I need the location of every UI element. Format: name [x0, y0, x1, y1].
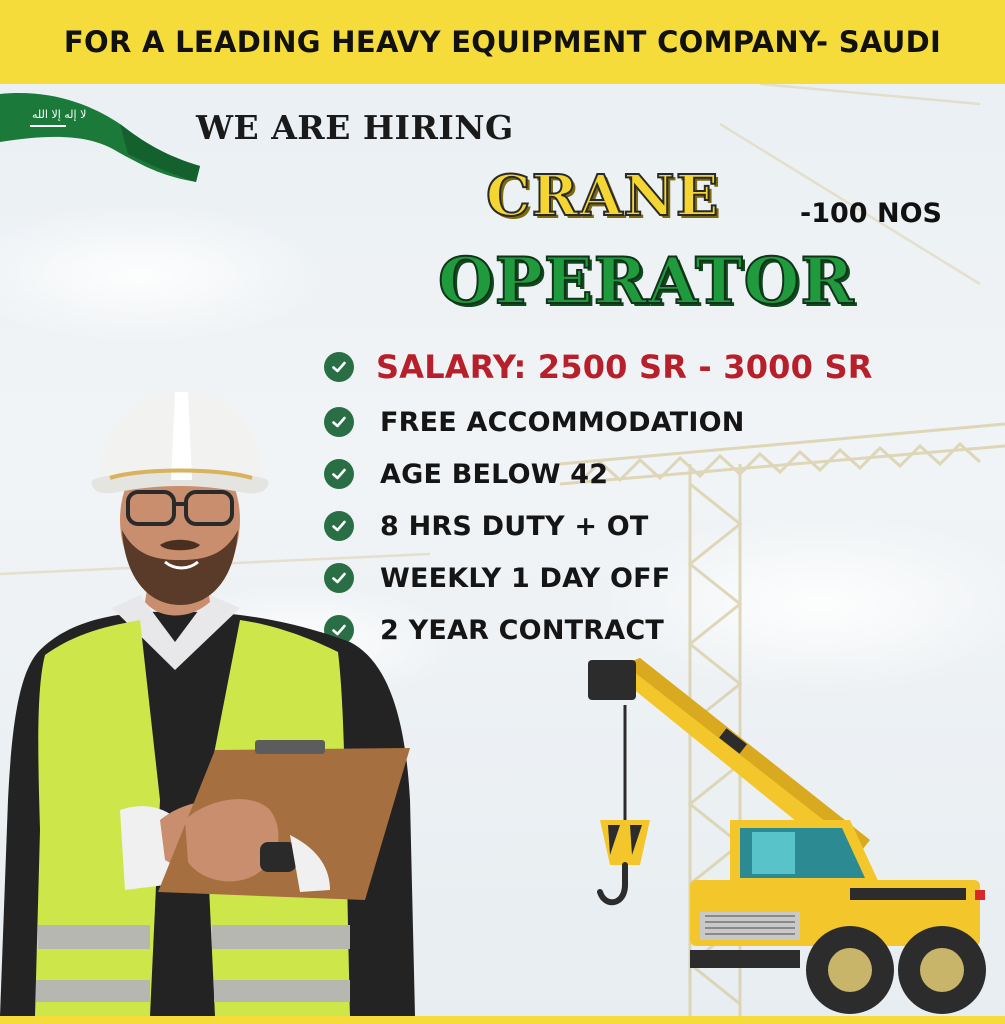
benefit-text: WEEKLY 1 DAY OFF	[380, 562, 671, 594]
mobile-crane-illustration	[580, 650, 1000, 1020]
benefit-text: AGE BELOW 42	[380, 458, 609, 490]
check-circle-icon	[324, 352, 354, 382]
saudi-flag-icon	[0, 84, 200, 184]
top-banner	[0, 0, 1005, 84]
worker-photo	[0, 380, 420, 1016]
job-title-line2: OPERATOR	[438, 244, 855, 319]
vacancy-count: -100 NOS	[800, 198, 942, 229]
bottom-strip	[0, 1016, 1005, 1024]
job-title-line1: CRANE	[486, 163, 720, 229]
benefit-text: 8 HRS DUTY + OT	[380, 510, 649, 542]
svg-text:ﻻ إله إلا الله: ﻻ إله إلا الله	[32, 108, 87, 121]
benefit-text: 2 YEAR CONTRACT	[380, 614, 664, 646]
benefit-text: FREE ACCOMMODATION	[380, 406, 745, 438]
banner-text: FOR A LEADING HEAVY EQUIPMENT COMPANY- SAUDI	[63, 25, 942, 59]
salary-text: SALARY: 2500 SR - 3000 SR	[376, 348, 873, 386]
hiring-heading: WE ARE HIRING	[196, 108, 514, 147]
